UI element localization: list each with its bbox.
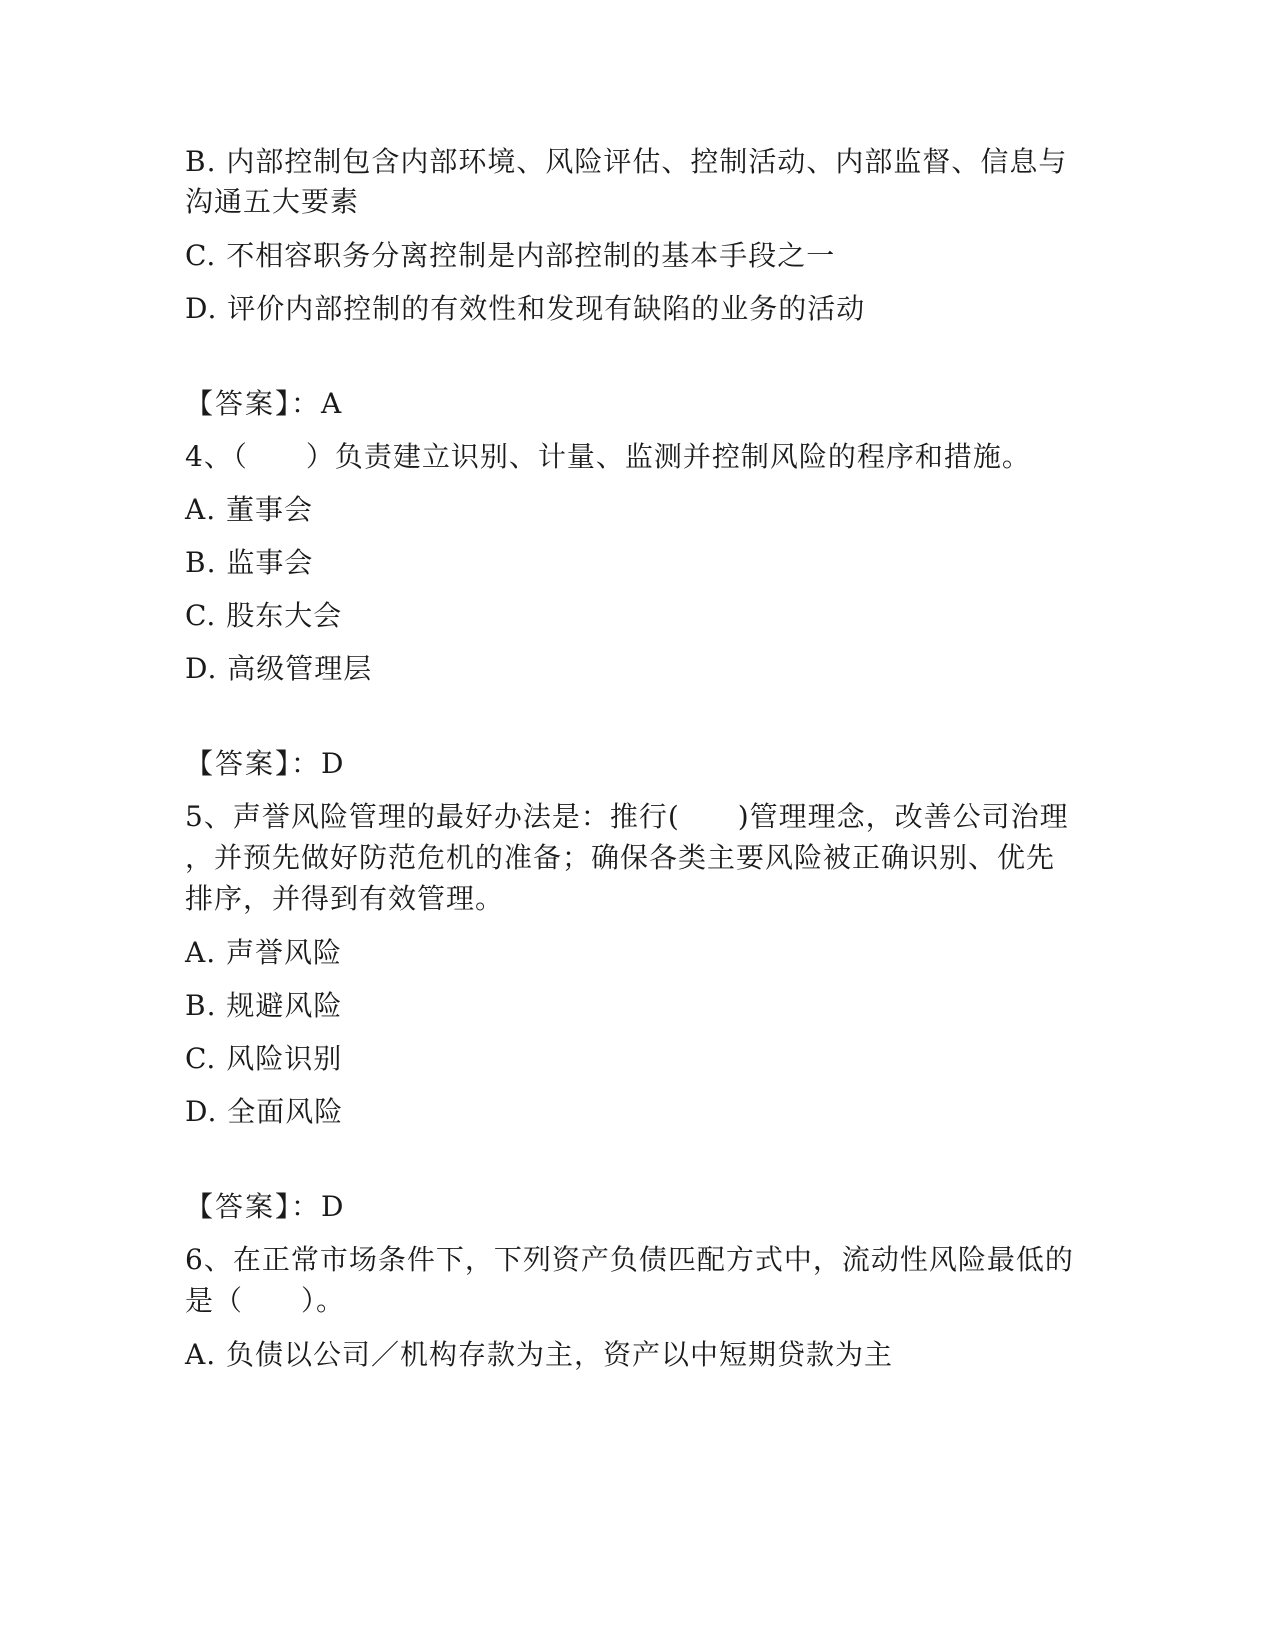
q5-stem-line3: 排序，并得到有效管理。 <box>185 882 505 915</box>
answer-3: 【答案】：A <box>185 387 344 420</box>
q4-option-b: B. 监事会 <box>185 546 314 579</box>
q5-option-c: C. 风险识别 <box>185 1042 343 1075</box>
q3-option-d: D. 评价内部控制的有效性和发现有缺陷的业务的活动 <box>185 292 866 325</box>
q6-stem-line1: 6、在正常市场条件下，下列资产负债匹配方式中，流动性风险最低的 <box>185 1243 1074 1276</box>
q4-stem: 4、（ ）负责建立识别、计量、监测并控制风险的程序和措施。 <box>185 440 1031 473</box>
q5-stem-line2: ，并预先做好防范危机的准备；确保各类主要风险被正确识别、优先 <box>185 841 1056 874</box>
q3-option-b-line2: 沟通五大要素 <box>185 185 360 218</box>
answer-4: 【答案】：D <box>185 747 346 780</box>
q5-stem-line1: 5、声誉风险管理的最好办法是：推行( )管理理念，改善公司治理 <box>185 800 1069 833</box>
q4-option-d: D. 高级管理层 <box>185 652 373 685</box>
q5-option-b: B. 规避风险 <box>185 989 343 1022</box>
q3-option-c: C. 不相容职务分离控制是内部控制的基本手段之一 <box>185 239 836 272</box>
q6-option-a: A. 负债以公司／机构存款为主，资产以中短期贷款为主 <box>185 1338 894 1371</box>
q5-option-d: D. 全面风险 <box>185 1095 344 1128</box>
q4-option-a: A. 董事会 <box>185 493 314 526</box>
q4-option-c: C. 股东大会 <box>185 599 343 632</box>
q6-stem-line2: 是（ ）。 <box>185 1284 346 1317</box>
answer-5: 【答案】：D <box>185 1190 346 1223</box>
q3-option-b-line1: B. 内部控制包含内部环境、风险评估、控制活动、内部监督、信息与 <box>185 145 1068 178</box>
q5-option-a: A. 声誉风险 <box>185 936 343 969</box>
